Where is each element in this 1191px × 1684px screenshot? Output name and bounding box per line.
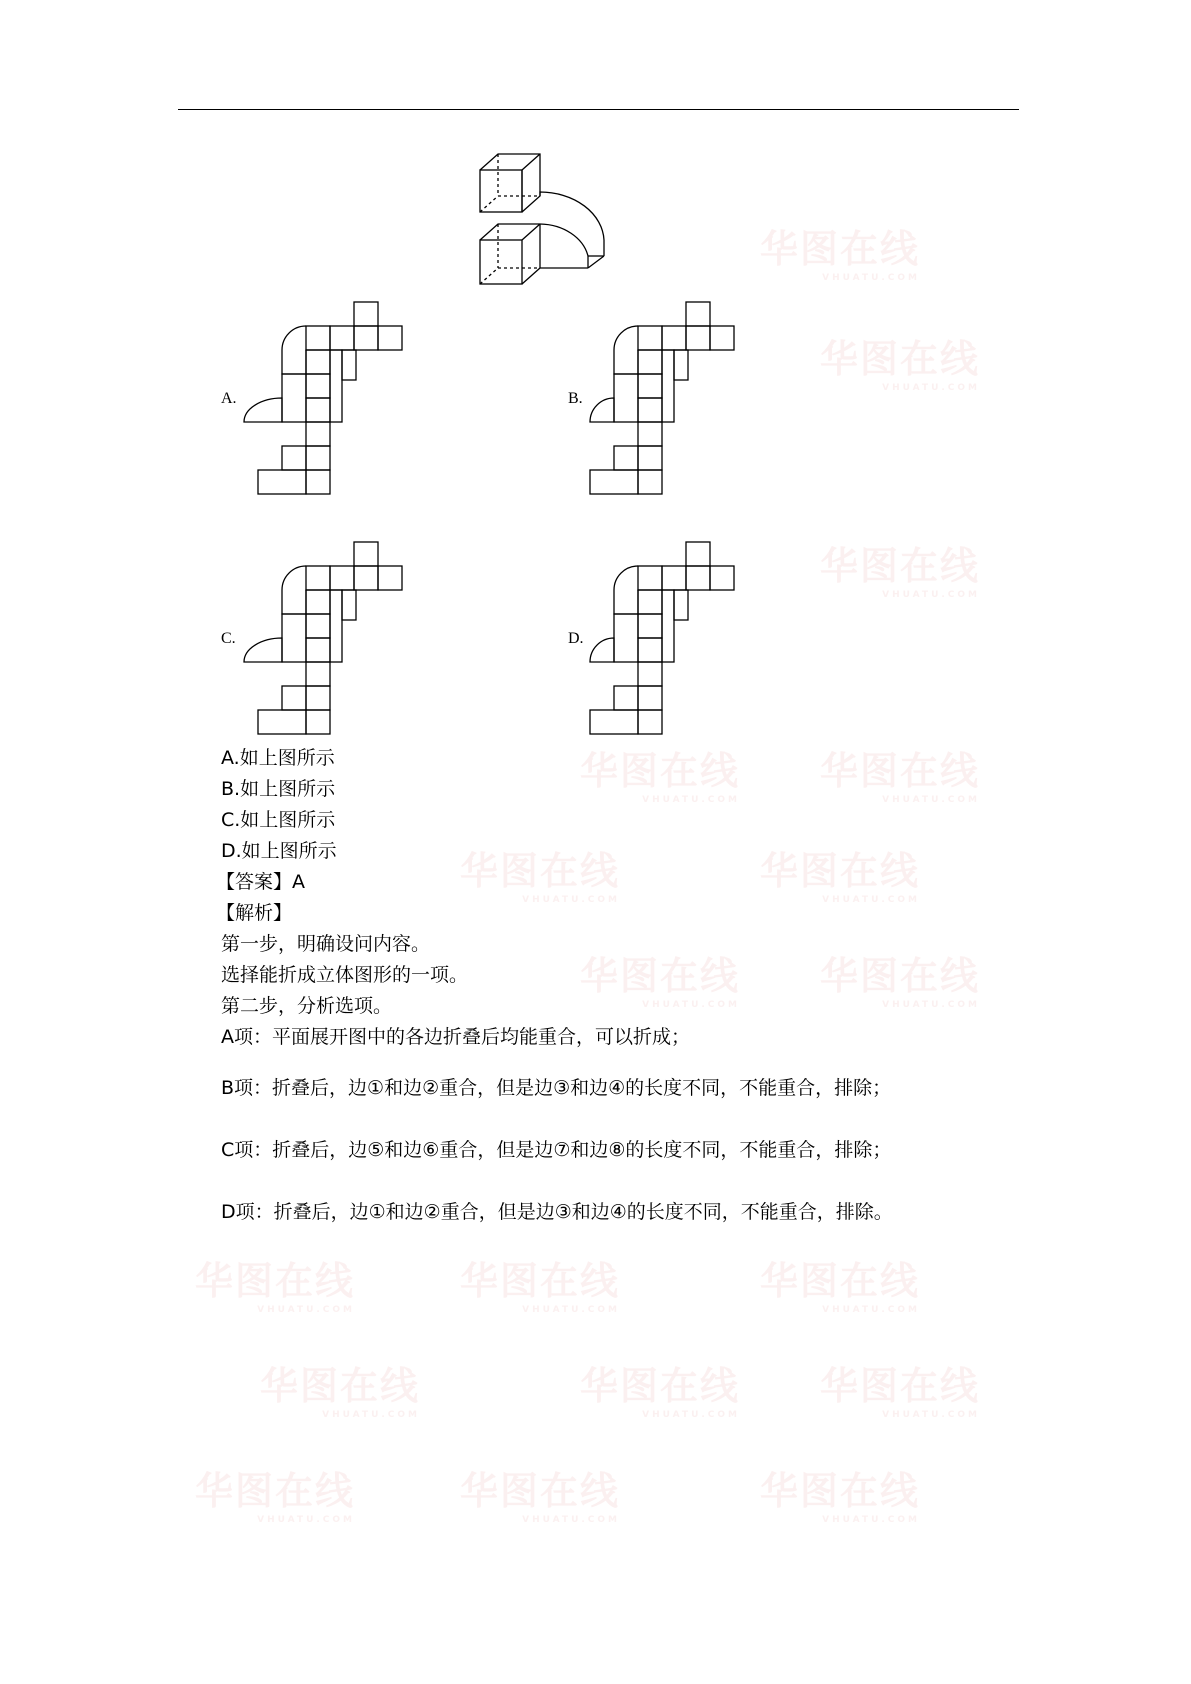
net-curved-strip [282,566,306,614]
net-face [662,566,686,590]
net-lines [590,542,734,734]
net-face [306,710,330,734]
answer-line: 【答案】A [216,871,305,893]
net-face [306,326,330,350]
net-face [306,590,330,614]
choice-c: C.如上图所示 [221,809,336,831]
net-face [354,566,378,590]
option-a-net [258,302,428,498]
choice-d: D.如上图所示 [221,840,337,862]
net-face [638,350,662,374]
net-face [306,470,330,494]
net-face [258,470,306,494]
net-face [306,662,330,686]
option-a-label: A. [221,390,237,407]
net-face [662,590,674,662]
net-face [306,350,330,374]
net-face [686,302,710,326]
net-face [638,710,662,734]
net-fan [244,398,282,422]
analysis-line-5: B项：折叠后，边①和边②重合，但是边③和边④的长度不同，不能重合，排除； [221,1077,892,1099]
net-face [282,374,306,422]
net-lines [590,302,734,494]
net-face [378,326,402,350]
net-face [638,614,662,638]
net-face [306,446,330,470]
option-d-label: D. [568,630,584,647]
net-face [662,350,674,422]
net-face [638,566,662,590]
net-face [330,326,354,350]
net-face [330,590,342,662]
net-face [354,326,378,350]
net-face [638,446,662,470]
net-face [306,422,330,446]
option-c-label: C. [221,630,236,647]
net-face [638,326,662,350]
net-face [614,446,638,470]
net-face [638,686,662,710]
net-face [686,566,710,590]
option-d-net [590,542,760,738]
analysis-line-4: A项：平面展开图中的各边折叠后均能重合，可以折成； [221,1026,690,1048]
net-face [282,686,306,710]
analysis-line-1: 第一步，明确设问内容。 [221,933,431,955]
analysis-line-6: C项：折叠后，边⑤和边⑥重合，但是边⑦和边⑧的长度不同，不能重合，排除； [221,1139,892,1161]
net-face [282,614,306,662]
net-face [674,590,688,620]
net-face [354,542,378,566]
net-face [342,350,356,380]
net-face [590,470,638,494]
net-face [674,350,688,380]
net-face [330,566,354,590]
net-face [354,302,378,326]
net-face [590,710,638,734]
option-b-net [590,302,760,498]
net-face [614,614,638,662]
net-curved-strip [614,326,638,374]
analysis-heading: 【解析】 [216,902,293,924]
net-face [662,326,686,350]
analysis-line-7: D项：折叠后，边①和边②重合，但是边③和边④的长度不同，不能重合，排除。 [221,1201,893,1223]
net-face [306,566,330,590]
net-face [638,662,662,686]
header-rule [178,109,1019,110]
net-face [306,614,330,638]
net-fan [590,398,614,422]
net-face [614,374,638,422]
net-lines [244,302,402,494]
option-b-label: B. [568,390,583,407]
net-face [306,398,330,422]
analysis-line-2: 选择能折成立体图形的一项。 [221,964,469,986]
choice-a: A.如上图所示 [221,747,335,769]
net-face [258,710,306,734]
choice-b: B.如上图所示 [221,778,336,800]
net-face [638,470,662,494]
net-face [638,422,662,446]
net-face [306,686,330,710]
net-face [638,638,662,662]
net-face [342,590,356,620]
net-fan [590,638,614,662]
net-face [638,398,662,422]
net-curved-strip [282,326,306,374]
net-fan [244,638,282,662]
net-face [614,686,638,710]
analysis-line-3: 第二步，分析选项。 [221,995,393,1017]
net-face [710,326,734,350]
net-curved-strip [614,566,638,614]
question-3d-figure [478,152,618,288]
net-face [638,374,662,398]
net-face [306,638,330,662]
net-lines [244,542,402,734]
option-c-net [258,542,428,738]
net-face [686,542,710,566]
net-face [638,590,662,614]
net-face [330,350,342,422]
net-face [306,374,330,398]
net-face [710,566,734,590]
net-face [282,446,306,470]
net-face [686,326,710,350]
net-face [378,566,402,590]
